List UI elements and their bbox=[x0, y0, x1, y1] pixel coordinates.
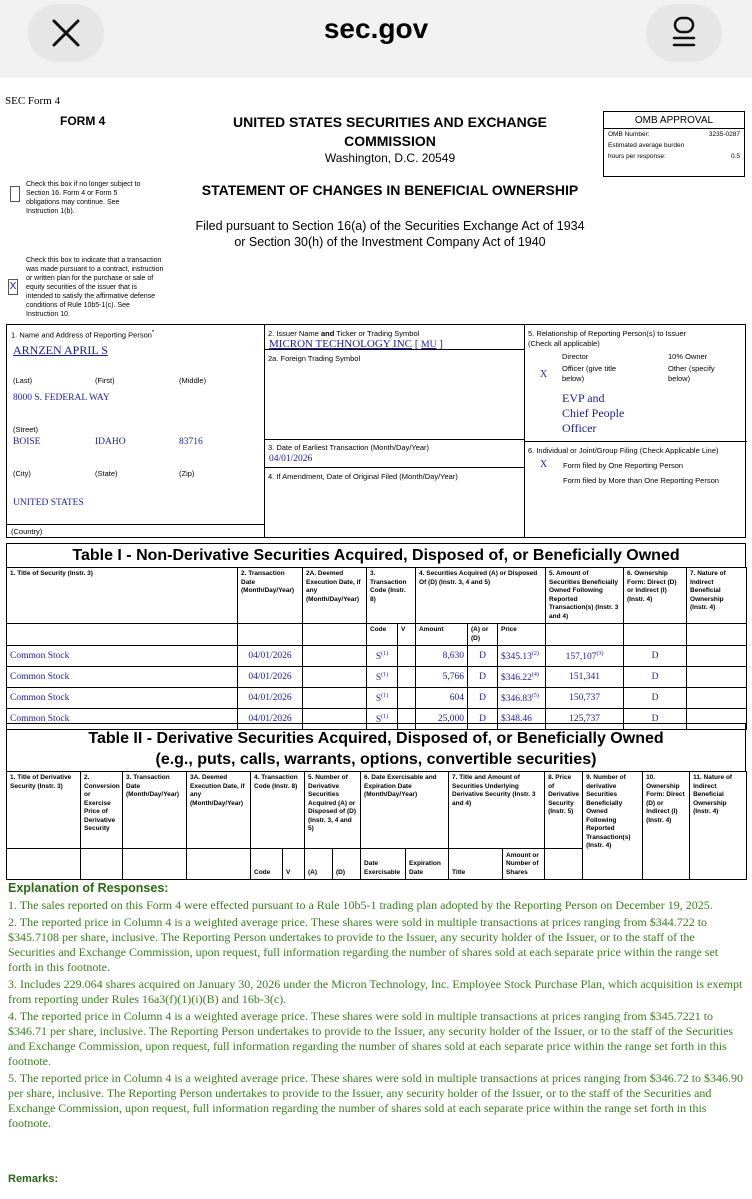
t1-r3-form: D bbox=[624, 709, 687, 730]
table-row bbox=[7, 688, 747, 709]
foreign-symbol-label: 2a. Foreign Trading Symbol bbox=[268, 354, 361, 363]
t2-h11: 11. Nature of Indirect Beneficial Ownership (Instr. 4) bbox=[690, 772, 747, 880]
section16-text: Check this box if no longer subject to Section 16. Form 4 or Form 5 obligations may continue. See Instruction 1(b). bbox=[26, 181, 141, 215]
country-label: (Country) bbox=[11, 527, 43, 536]
filing-label: 6. Individual or Joint/Group Filing (Check Applicable Line) bbox=[528, 446, 719, 455]
first-label: (First) bbox=[95, 376, 115, 385]
reader-menu-icon bbox=[646, 4, 722, 62]
t1-r2-code-fn[interactable]: (1) bbox=[381, 693, 389, 700]
t1-r0-price: $345.13 bbox=[501, 652, 532, 663]
omb-hours-label: hours per response: bbox=[608, 153, 666, 160]
t1-r2-price: $346.83 bbox=[501, 694, 532, 705]
t1-r0-aord: D bbox=[468, 646, 498, 667]
officer-title-line1: EVP and bbox=[562, 391, 605, 405]
table-row bbox=[7, 667, 747, 688]
statement-title: STATEMENT OF CHANGES IN BENEFICIAL OWNERSHIP bbox=[201, 182, 579, 198]
state-value: IDAHO bbox=[95, 437, 126, 447]
t1-h4: 4. Securities Acquired (A) or Disposed Of (D) (Instr. 3, 4 and 5) bbox=[416, 568, 546, 624]
remarks-label: Remarks: bbox=[8, 1173, 59, 1185]
t1-r0-form: D bbox=[624, 646, 687, 667]
city-label: (City) bbox=[13, 469, 31, 478]
t1-r2-form: D bbox=[624, 688, 687, 709]
city-value: BOISE bbox=[13, 437, 41, 447]
t1-r0-code: S bbox=[375, 652, 382, 663]
t2-h7: 7. Title and Amount of Securities Underlying Derivative Security (Instr. 3 and 4) bbox=[449, 772, 545, 849]
t1-sub-code: Code bbox=[367, 624, 398, 646]
t1-r3-code-fn[interactable]: (1) bbox=[381, 714, 389, 721]
footnote-3: 3. Includes 229.064 shares acquired on January 30, 2026 under the Micron Technology, Inc. Employee Stock Purchase Plan, which acquisition is exempt from reporting under Rules 16a3(f)(1)(i)(B) and 16b-3(c). bbox=[8, 977, 743, 1006]
table2-title-line2: (e.g., puts, calls, warrants, options, convertible securities) bbox=[155, 751, 597, 768]
t2-sub-v: V bbox=[283, 849, 305, 880]
last-label: (Last) bbox=[13, 376, 33, 385]
t1-r2-aord: D bbox=[468, 688, 498, 709]
t1-r2-amount: 604 bbox=[416, 688, 468, 709]
table2-title-box bbox=[6, 723, 746, 771]
t1-h7: 7. Nature of Indirect Beneficial Ownership (Instr. 4) bbox=[687, 568, 747, 624]
amendment-label: 4. If Amendment, Date of Original Filed (Month/Day/Year) bbox=[268, 472, 458, 481]
t1-r0-title: Common Stock bbox=[7, 646, 238, 667]
reporting-person-asterisk: * bbox=[151, 330, 155, 336]
t2-h5: 5. Number of Derivative Securities Acquired (A) or Disposed of (D) (Instr. 3, 4 and 5) bbox=[305, 772, 361, 849]
agency-line2: COMMISSION bbox=[344, 133, 436, 149]
t1-r0-date: 04/01/2026 bbox=[238, 646, 303, 667]
t1-r2-title: Common Stock bbox=[7, 688, 238, 709]
t2-h6: 6. Date Exercisable and Expiration Date (Month/Day/Year) bbox=[361, 772, 449, 849]
t1-r0-amount: 8,630 bbox=[416, 646, 468, 667]
explanation-heading: Explanation of Responses: bbox=[8, 881, 169, 895]
table2-title-line1: Table II - Derivative Securities Acquired, Disposed of, or Beneficially Owned bbox=[88, 730, 664, 747]
middle-label: (Middle) bbox=[179, 376, 207, 385]
table2 bbox=[6, 771, 747, 880]
t1-r1-amount: 5,766 bbox=[416, 667, 468, 688]
t2-h9: 9. Number of derivative Securities Beneficially Owned Following Reported Transaction(s) (Instr. 4) bbox=[583, 772, 643, 880]
country-value: UNITED STATES bbox=[13, 498, 84, 508]
t1-sub-amount: Amount bbox=[416, 624, 468, 646]
t2-h3a: 3A. Deemed Execution Date, if any (Month/Day/Year) bbox=[187, 772, 251, 849]
other-label: Other (specify below) bbox=[668, 364, 715, 383]
agency-line1: UNITED STATES SECURITIES AND EXCHANGE bbox=[233, 114, 547, 130]
relationship-sub: (Check all applicable) bbox=[528, 339, 600, 348]
t2-h8: 8. Price of Derivative Security (Instr. 5) bbox=[545, 772, 583, 849]
t1-r3-price: $348.46 bbox=[498, 709, 546, 730]
footnote-1: 1. The sales reported on this Form 4 were effected pursuant to a Rule 10b5-1 trading plan adopted by the Reporting Person on December 19, 2025. bbox=[8, 898, 713, 912]
t1-r2-code: S bbox=[375, 694, 382, 705]
t1-sub-price: Price bbox=[498, 624, 546, 646]
officer-title-line2: Chief People bbox=[562, 406, 625, 420]
state-label: (State) bbox=[95, 469, 118, 478]
t2-h1: 1. Title of Derivative Security (Instr. 3) bbox=[7, 772, 81, 849]
t2-h2: 2. Conversion or Exercise Price of Derivative Security bbox=[81, 772, 123, 849]
t1-r1-price: $346.22 bbox=[501, 673, 532, 684]
issuer-label-and: and bbox=[320, 329, 335, 338]
table1 bbox=[6, 567, 747, 730]
issuer-name[interactable]: MICRON TECHNOLOGY INC bbox=[269, 338, 412, 350]
table1-title: Table I - Non-Derivative Securities Acquired, Disposed of, or Beneficially Owned bbox=[6, 543, 746, 567]
t1-sub-aord: (A) or (D) bbox=[468, 624, 498, 646]
reporting-person-name[interactable]: ARNZEN APRIL S bbox=[13, 343, 108, 357]
ticker-bracket-open: [ bbox=[414, 338, 419, 350]
filed-line2: or Section 30(h) of the Investment Company Act of 1940 bbox=[234, 235, 546, 249]
t1-sub-v: V bbox=[398, 624, 416, 646]
t2-sub-code: Code bbox=[251, 849, 283, 880]
t2-sub-d: (D) bbox=[333, 849, 361, 880]
omb-number-value: 3235-0287 bbox=[708, 131, 740, 138]
relationship-label: 5. Relationship of Reporting Person(s) to Issuer bbox=[528, 329, 686, 338]
director-label: Director bbox=[562, 352, 589, 361]
table-row bbox=[7, 646, 747, 667]
street-label: (Street) bbox=[13, 425, 39, 434]
filing-one-mark[interactable]: X bbox=[540, 459, 548, 470]
t1-h1: 1. Title of Security (Instr. 3) bbox=[7, 568, 238, 624]
earliest-transaction-label: 3. Date of Earliest Transaction (Month/Day/Year) bbox=[268, 443, 430, 452]
filing-one-label: Form filed by One Reporting Person bbox=[563, 461, 684, 470]
t2-sub-a: (A) bbox=[305, 849, 333, 880]
sec-form-label: SEC Form 4 bbox=[5, 95, 61, 107]
t1-h2a: 2A. Deemed Execution Date, if any (Month/Day/Year) bbox=[303, 568, 367, 624]
t1-r1-owned: 151,341 bbox=[546, 667, 624, 688]
omb-number-label: OMB Number: bbox=[608, 131, 650, 138]
t1-r0-price-fn[interactable]: (2) bbox=[531, 651, 539, 658]
street-value: 8000 S. FEDERAL WAY bbox=[13, 393, 110, 403]
rule10b5-checkbox[interactable]: X bbox=[8, 279, 18, 295]
t1-r3-aord: D bbox=[468, 709, 498, 730]
t2-sub-amount: Amount or Number of Shares bbox=[503, 849, 545, 880]
reader-menu-button[interactable] bbox=[646, 4, 722, 62]
t1-r1-form: D bbox=[624, 667, 687, 688]
footnote-2: 2. The reported price in Column 4 is a weighted average price. These shares were sold in multiple transactions at prices ranging from $344.722 to $345.7108 per share, inclusive. The Reporting Person undertakes to provide to the Issuer, any security holder of the Issuer, or to the staff of the Securities and Exchange Commission, upon request, full information regarding the number of shares sold at each separate price within the range set forth in this footnote. bbox=[8, 915, 719, 974]
section16-checkbox[interactable] bbox=[10, 186, 20, 202]
t1-h3: 3. Transaction Code (Instr. 8) bbox=[367, 568, 416, 624]
site-title: sec.gov bbox=[323, 13, 429, 44]
t1-r2-date: 04/01/2026 bbox=[238, 688, 303, 709]
footnote-4: 4. The reported price in Column 4 is a weighted average price. These shares were sold in multiple transactions at prices ranging from $345.7221 to $346.71 per share, inclusive. The Reporting Person undertakes to provide to the Issuer, any security holder of the Issuer, or to the staff of the Securities and Exchange Commission, upon request, full information regarding the number of shares sold at each separate price within the range set forth in this footnote. bbox=[8, 1009, 734, 1068]
t1-r0-owned: 157,107 bbox=[565, 652, 597, 663]
zip-label: (Zip) bbox=[179, 469, 195, 478]
issuer-label-post: Ticker or Trading Symbol bbox=[334, 329, 420, 338]
t2-sub-expiration: Expiration Date bbox=[406, 849, 449, 880]
t1-h5: 5. Amount of Securities Beneficially Owned Following Reported Transaction(s) (Instr. 3 and 4) bbox=[546, 568, 624, 624]
filing-more-label: Form filed by More than One Reporting Person bbox=[563, 476, 719, 485]
t1-r1-code: S bbox=[375, 673, 382, 684]
browser-toolbar bbox=[0, 0, 752, 78]
ticker-symbol[interactable]: MU bbox=[421, 340, 437, 350]
t1-r1-date: 04/01/2026 bbox=[238, 667, 303, 688]
officer-title-line3: Officer bbox=[562, 421, 597, 435]
earliest-transaction-value: 04/01/2026 bbox=[269, 454, 313, 464]
t1-r3-title: Common Stock bbox=[7, 709, 238, 730]
form-number: FORM 4 bbox=[60, 114, 106, 128]
issuer-label-pre: 2. Issuer Name bbox=[268, 329, 321, 338]
t1-h2: 2. Transaction Date (Month/Day/Year) bbox=[238, 568, 303, 624]
omb-approval-box bbox=[603, 111, 745, 177]
omb-burden-label: Estimated average burden bbox=[608, 142, 685, 149]
t1-h6: 6. Ownership Form: Direct (D) or Indirect (I) (Instr. 4) bbox=[624, 568, 687, 624]
t1-r2-price-fn[interactable]: (5) bbox=[531, 693, 539, 700]
ten-percent-owner-label: 10% Owner bbox=[668, 352, 708, 361]
officer-mark[interactable]: X bbox=[540, 369, 548, 380]
t1-r3-amount: 25,000 bbox=[416, 709, 468, 730]
t2-sub-title: Title bbox=[449, 849, 503, 880]
t1-r3-owned: 125,737 bbox=[546, 709, 624, 730]
explanation-notes bbox=[8, 898, 744, 1133]
reporting-person-label: 1. Name and Address of Reporting Person bbox=[11, 330, 152, 340]
t1-r1-price-fn[interactable]: (4) bbox=[531, 672, 539, 679]
form-page bbox=[0, 78, 752, 1199]
t2-h3: 3. Transaction Date (Month/Day/Year) bbox=[123, 772, 187, 849]
t1-r2-owned: 150,737 bbox=[546, 688, 624, 709]
t1-r0-code-fn[interactable]: (1) bbox=[381, 651, 389, 658]
t1-r1-aord: D bbox=[468, 667, 498, 688]
omb-title: OMB APPROVAL bbox=[604, 112, 744, 129]
officer-label: Officer (give title below) bbox=[562, 364, 617, 383]
t2-h4: 4. Transaction Code (Instr. 8) bbox=[251, 772, 305, 849]
t1-r1-code-fn[interactable]: (1) bbox=[381, 672, 389, 679]
t1-r3-code: S bbox=[375, 715, 382, 726]
footnote-5: 5. The reported price in Column 4 is a weighted average price. These shares were sold in multiple transactions at prices ranging from $346.72 to $346.90 per share, inclusive. The Reporting Person undertakes to provide to the Issuer, any security holder of the Issuer, or to the staff of the Securities and Exchange Commission, upon request, full information regarding the number of shares sold at each separate price within the range set forth in this footnote. bbox=[8, 1071, 744, 1130]
zip-value: 83716 bbox=[179, 437, 203, 447]
omb-hours-value: 0.5 bbox=[730, 153, 740, 160]
t1-r1-title: Common Stock bbox=[7, 667, 238, 688]
t2-h10: 10. Ownership Form: Direct (D) or Indirect (I) (Instr. 4) bbox=[643, 772, 690, 880]
rule10b5-text: Check this box to indicate that a transaction was made pursuant to a contract, instruction or written plan for the purchase or sale of equity securities of the issuer that is intended to satisfy the affirmative defense conditions of Rule 10b5-1(c). See Instruction 10. bbox=[26, 257, 164, 318]
t1-r3-date: 04/01/2026 bbox=[238, 709, 303, 730]
t2-sub-exercisable: Date Exercisable bbox=[361, 849, 406, 880]
ticker-bracket-close: ] bbox=[439, 338, 443, 350]
filed-line1: Filed pursuant to Section 16(a) of the Securities Exchange Act of 1934 bbox=[195, 219, 585, 233]
reporting-info-box bbox=[6, 324, 746, 538]
t1-r0-owned-fn[interactable]: (3) bbox=[596, 651, 604, 658]
agency-location: Washington, D.C. 20549 bbox=[324, 151, 456, 165]
